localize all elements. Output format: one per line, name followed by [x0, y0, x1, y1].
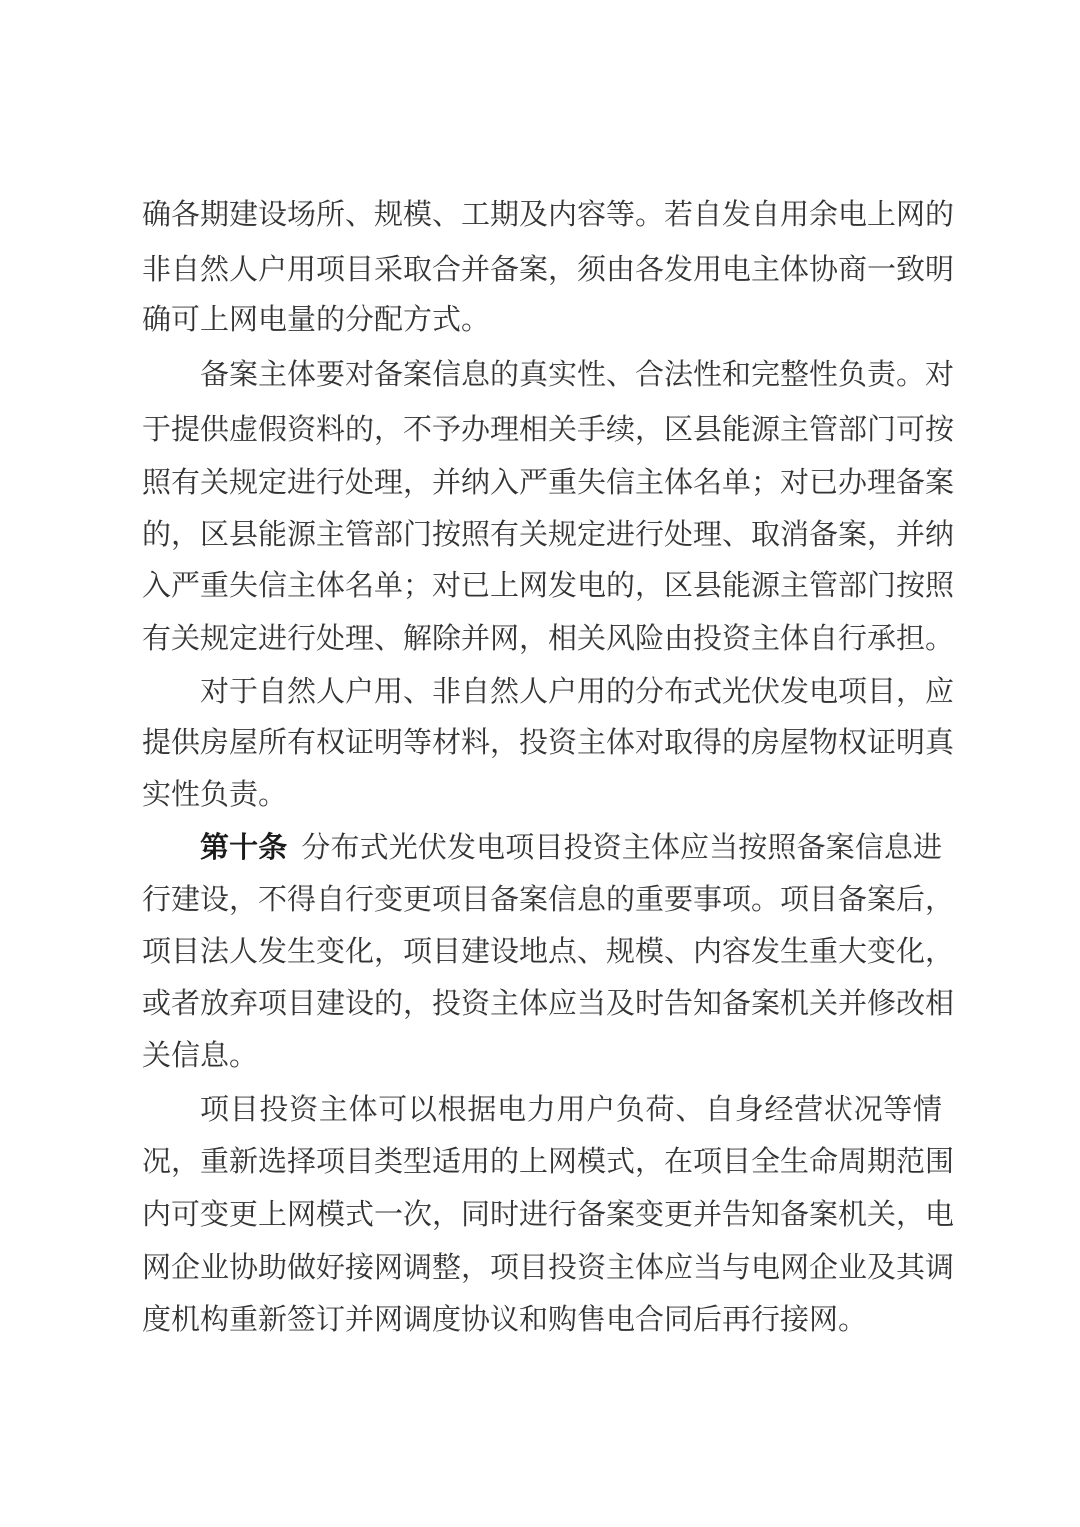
paragraph-line: 的，区县能源主管部门按照有关规定进行处理、取消备案，并纳 — [142, 517, 955, 551]
paragraph-line: 确可上网电量的分配方式。 — [142, 302, 491, 336]
paragraph-line: 行建设，不得自行变更项目备案信息的重要事项。项目备案后， — [142, 882, 955, 916]
paragraph-line: 对于自然人户用、非自然人户用的分布式光伏发电项目，应 — [200, 674, 955, 708]
paragraph-line: 项目法人发生变化，项目建设地点、规模、内容发生重大变化， — [142, 934, 955, 968]
paragraph-line: 于提供虚假资料的，不予办理相关手续，区县能源主管部门可按 — [142, 412, 955, 446]
paragraph-line: 内可变更上网模式一次，同时进行备案变更并告知备案机关，电 — [142, 1197, 955, 1231]
paragraph-line: 度机构重新签订并网调度协议和购售电合同后再行接网。 — [142, 1302, 868, 1336]
paragraph-line: 非自然人户用项目采取合并备案，须由各发用电主体协商一致明 — [142, 252, 955, 286]
paragraph-line: 有关规定进行处理、解除并网，相关风险由投资主体自行承担。 — [142, 621, 955, 655]
paragraph-line: 备案主体要对备案信息的真实性、合法性和完整性负责。对 — [200, 357, 955, 391]
paragraph-line: 实性负责。 — [142, 777, 288, 811]
paragraph-line: 况，重新选择项目类型适用的上网模式，在项目全生命周期范围 — [142, 1144, 955, 1178]
paragraph-line: 确各期建设场所、规模、工期及内容等。若自发自用余电上网的 — [142, 197, 955, 231]
paragraph-line: 项目投资主体可以根据电力用户负荷、自身经营状况等情 — [200, 1092, 942, 1126]
article-number: 第十条 — [200, 830, 288, 864]
paragraph-line: 入严重失信主体名单；对已上网发电的，区县能源主管部门按照 — [142, 568, 955, 602]
article-text: 分布式光伏发电项目投资主体应当按照备案信息进 — [301, 830, 942, 864]
paragraph-line: 关信息。 — [142, 1038, 259, 1072]
paragraph-line: 提供房屋所有权证明等材料，投资主体对取得的房屋物权证明真 — [142, 725, 955, 759]
paragraph-line: 或者放弃项目建设的，投资主体应当及时告知备案机关并修改相 — [142, 986, 955, 1020]
paragraph-line: 照有关规定进行处理，并纳入严重失信主体名单；对已办理备案 — [142, 465, 955, 499]
paragraph-line: 网企业协助做好接网调整，项目投资主体应当与电网企业及其调 — [142, 1250, 955, 1284]
article-heading-line — [200, 826, 942, 868]
